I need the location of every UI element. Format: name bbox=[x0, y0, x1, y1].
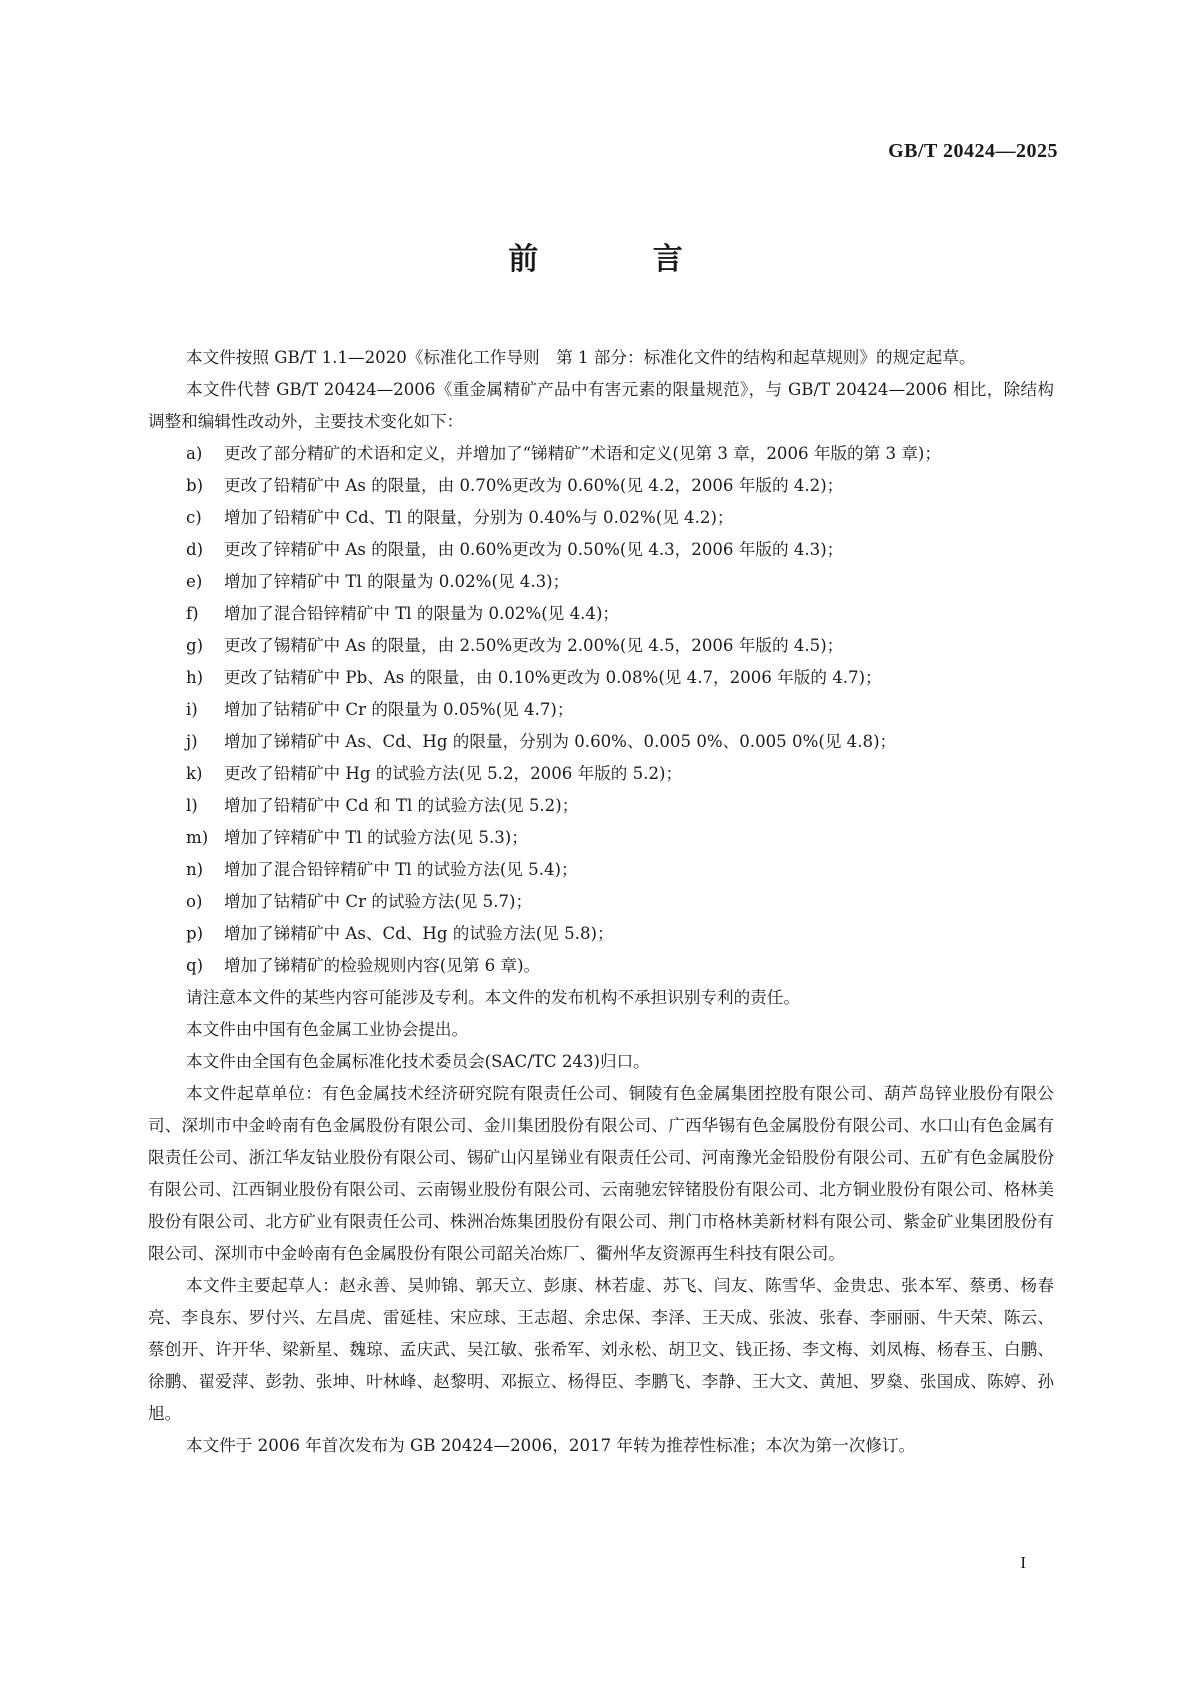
list-item-text: 增加了锌精矿中 Tl 的限量为 0.02%(见 4.3)； bbox=[224, 572, 570, 591]
list-item-label: g) bbox=[186, 636, 204, 655]
list-item-text: 更改了铅精矿中 Hg 的试验方法(见 5.2，2006 年版的 5.2)； bbox=[224, 764, 683, 783]
list-item-text: 增加了铅精矿中 Cd 和 Tl 的试验方法(见 5.2)； bbox=[224, 796, 579, 815]
page-title: 前 言 bbox=[508, 242, 735, 277]
list-item-text: 增加了锑精矿的检验规则内容(见第 6 章)。 bbox=[224, 956, 541, 975]
list-item-label: e) bbox=[186, 572, 203, 591]
list-item-label: c) bbox=[186, 508, 202, 527]
list-item-text: 增加了混合铅锌精矿中 Tl 的限量为 0.02%(见 4.4)； bbox=[224, 604, 620, 623]
list-item bbox=[148, 822, 1054, 854]
paragraph-proposer: 本文件由中国有色金属工业协会提出。 bbox=[186, 1020, 469, 1039]
list-item-label: p) bbox=[186, 924, 204, 943]
changes-list bbox=[148, 438, 1054, 982]
list-item-text: 更改了部分精矿的术语和定义，并增加了“锑精矿”术语和定义(见第 3 章，2006 年版的第 3 章)； bbox=[224, 444, 942, 463]
paragraph-drafting-basis: 本文件按照 GB/T 1.1—2020《标准化工作导则 第 1 部分：标准化文件的结构和起草规则》的规定起草。 bbox=[186, 348, 976, 367]
paragraph-drafting-units: 本文件起草单位：有色金属技术经济研究院有限责任公司、铜陵有色金属集团控股有限公司、葫芦岛锌业股份有限公司、深圳市中金岭南有色金属股份有限公司、金川集团股份有限公司、广西华锡有色金属股份有限公司、水口山有色金属有限责任公司、浙江华友钴业股份有限公司、锡矿山闪星锑业有限责任公司、河南豫光金铅股份有限公司、五矿有色金属股份有限公司、江西铜业股份有限公司、云南锡业股份有限公司、云南驰宏锌锗股份有限公司、北方铜业股份有限公司、格林美股份有限公司、北方矿业有限责任公司、株洲冶炼集团股份有限公司、荆门市格林美新材料有限公司、紫金矿业集团股份有限公司、深圳市中金岭南有色金属股份有限公司韶关冶炼厂、衢州华友资源再生科技有限公司。 bbox=[148, 1084, 1054, 1263]
list-item bbox=[148, 790, 1054, 822]
list-item-label: d) bbox=[186, 540, 204, 559]
list-item-label: o) bbox=[186, 892, 203, 911]
list-item-text: 增加了锑精矿中 As、Cd、Hg 的试验方法(见 5.8)； bbox=[224, 924, 614, 943]
list-item-text: 增加了锌精矿中 Tl 的试验方法(见 5.3)； bbox=[224, 828, 528, 847]
list-item-text: 增加了钴精矿中 Cr 的试验方法(见 5.7)； bbox=[224, 892, 533, 911]
list-item-text: 增加了钴精矿中 Cr 的限量为 0.05%(见 4.7)； bbox=[224, 700, 574, 719]
paragraph-committee: 本文件由全国有色金属标准化技术委员会(SAC/TC 243)归口。 bbox=[186, 1052, 650, 1071]
list-item bbox=[148, 502, 1054, 534]
list-item-label: h) bbox=[186, 668, 204, 687]
list-item bbox=[148, 950, 1054, 982]
list-item-label: i) bbox=[186, 700, 198, 719]
list-item-label: f) bbox=[186, 604, 199, 623]
document-body bbox=[148, 342, 1054, 1462]
list-item bbox=[148, 726, 1054, 758]
list-item-text: 更改了锌精矿中 As 的限量，由 0.60%更改为 0.50%(见 4.3，2006 年版的 4.3)； bbox=[224, 540, 844, 559]
list-item-text: 增加了锑精矿中 As、Cd、Hg 的限量，分别为 0.60%、0.005 0%、0.005 0%(见 4.8)； bbox=[224, 732, 897, 751]
paragraph-patent-notice: 请注意本文件的某些内容可能涉及专利。本文件的发布机构不承担识别专利的责任。 bbox=[186, 988, 800, 1007]
list-item bbox=[148, 694, 1054, 726]
page-number: I bbox=[1020, 1553, 1026, 1572]
list-item bbox=[148, 630, 1054, 662]
list-item bbox=[148, 662, 1054, 694]
list-item-text: 更改了锡精矿中 As 的限量，由 2.50%更改为 2.00%(见 4.5，2006 年版的 4.5)； bbox=[224, 636, 844, 655]
list-item-text: 增加了铅精矿中 Cd、Tl 的限量，分别为 0.40%与 0.02%(见 4.2)； bbox=[224, 508, 734, 527]
list-item-label: k) bbox=[186, 764, 203, 783]
list-item bbox=[148, 918, 1054, 950]
list-item-text: 更改了铅精矿中 As 的限量，由 0.70%更改为 0.60%(见 4.2，2006 年版的 4.2)； bbox=[224, 476, 844, 495]
list-item-label: j) bbox=[186, 732, 198, 751]
list-item-label: l) bbox=[186, 796, 198, 815]
list-item bbox=[148, 854, 1054, 886]
list-item-label: b) bbox=[186, 476, 204, 495]
list-item-label: n) bbox=[186, 860, 204, 879]
list-item bbox=[148, 886, 1054, 918]
paragraph-replacement: 本文件代替 GB/T 20424—2006《重金属精矿产品中有害元素的限量规范》，与 GB/T 20424—2006 相比，除结构调整和编辑性改动外，主要技术变化如下： bbox=[148, 380, 1054, 431]
paragraph-history: 本文件于 2006 年首次发布为 GB 20424—2006，2017 年转为推荐性标准；本次为第一次修订。 bbox=[186, 1436, 916, 1455]
list-item-label: q) bbox=[186, 956, 204, 975]
list-item-text: 增加了混合铅锌精矿中 Tl 的试验方法(见 5.4)； bbox=[224, 860, 578, 879]
list-item bbox=[148, 470, 1054, 502]
list-item bbox=[148, 566, 1054, 598]
list-item bbox=[148, 438, 1054, 470]
list-item bbox=[148, 758, 1054, 790]
standard-code: GB/T 20424—2025 bbox=[888, 140, 1058, 162]
list-item-label: a) bbox=[186, 444, 203, 463]
list-item bbox=[148, 598, 1054, 630]
list-item-text: 更改了钴精矿中 Pb、As 的限量，由 0.10%更改为 0.08%(见 4.7，2006 年版的 4.7)； bbox=[224, 668, 882, 687]
list-item bbox=[148, 534, 1054, 566]
paragraph-drafters: 本文件主要起草人：赵永善、吴帅锦、郭天立、彭康、林若虚、苏飞、闫友、陈雪华、金贵忠、张本军、蔡勇、杨春亮、李良东、罗付兴、左昌虎、雷延桂、宋应球、王志超、余忠保、李泽、王天成、张波、张春、李丽丽、牛天荣、陈云、蔡创开、许开华、梁新星、魏琼、孟庆武、吴江敏、张希军、刘永松、胡卫文、钱正扬、李文梅、刘凤梅、杨春玉、白鹏、徐鹏、翟爱萍、彭勃、张坤、叶林峰、赵黎明、邓振立、杨得臣、李鹏飞、李静、王大文、黄旭、罗燊、张国成、陈婷、孙旭。 bbox=[148, 1276, 1054, 1423]
list-item-label: m) bbox=[186, 828, 209, 847]
